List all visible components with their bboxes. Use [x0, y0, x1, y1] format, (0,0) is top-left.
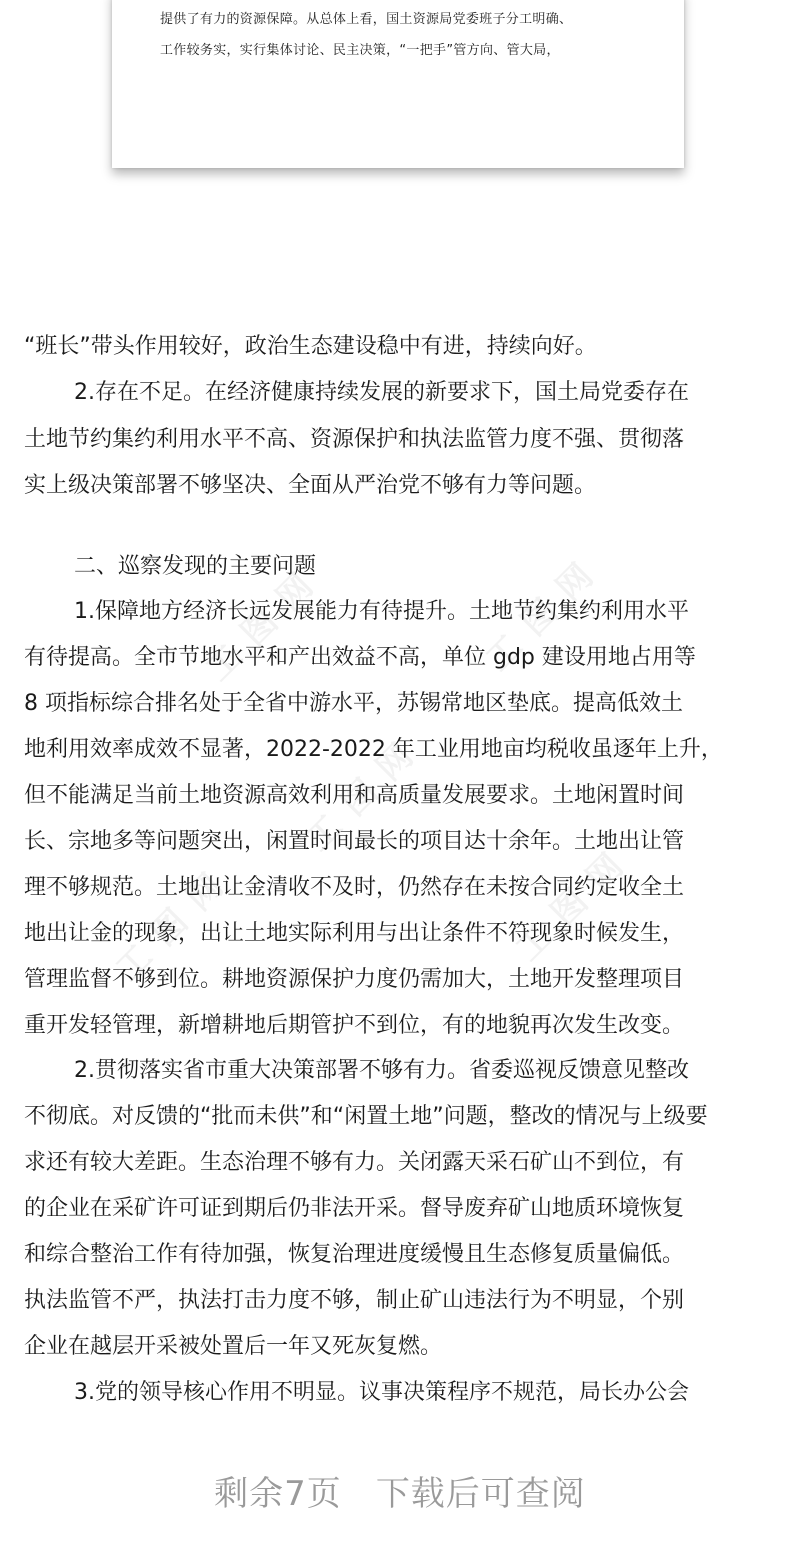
paragraph-line: 地利用效率成效不显著，2022-2022 年工业用地亩均税收虽逐年上升， — [24, 737, 723, 762]
paragraph-line: 2.贯彻落实省市重大决策部署不够有力。省委巡视反馈意见整改 — [74, 1058, 689, 1083]
remaining-pages-label: 剩余7页 — [214, 1474, 342, 1514]
paragraph-line: 3.党的领导核心作用不明显。议事决策程序不规范，局长办公会 — [74, 1380, 689, 1405]
paragraph-line: 求还有较大差距。生态治理不够有力。关闭露天采石矿山不到位，有 — [24, 1150, 685, 1175]
watermark: 工 图 网 — [478, 554, 603, 680]
paragraph-line: 理不够规范。土地出让金清收不及时，仍然存在未按合同约定收全土 — [24, 875, 685, 900]
watermark: 工 图 网 — [298, 734, 423, 860]
page-preview-card — [112, 0, 684, 168]
paragraph-line: 和综合整治工作有待加强，恢复治理进度缓慢且生态修复质量偏低。 — [24, 1242, 685, 1267]
paragraph-line: 企业在越层开采被处置后一年又死灰复燃。 — [24, 1334, 443, 1359]
watermark: 工 图 网 — [508, 844, 633, 970]
paragraph-line: 地出让金的现象，出让土地实际利用与出让条件不符现象时候发生， — [24, 921, 685, 946]
download-prompt[interactable] — [0, 1466, 800, 1515]
paragraph-line: 但不能满足当前土地资源高效利用和高质量发展要求。土地闲置时间 — [24, 783, 685, 808]
paragraph-line: 8 项指标综合排名处于全省中游水平，苏锡常地区垫底。提高低效土 — [24, 691, 683, 716]
paragraph-line: 管理监督不够到位。耕地资源保护力度仍需加大，土地开发整理项目 — [24, 967, 685, 992]
paragraph-line: 1.保障地方经济长远发展能力有待提升。土地节约集约利用水平 — [74, 599, 689, 624]
preview-line-1: 提供了有力的资源保障。从总体上看，国土资源局党委班子分工明确、 — [160, 12, 573, 27]
section-heading: 二、巡察发现的主要问题 — [74, 554, 317, 579]
paragraph-line: 执法监管不严，执法打击力度不够，制止矿山违法行为不明显，个别 — [24, 1288, 685, 1313]
preview-line-2: 工作较务实，实行集体讨论、民主决策，“一把手”管方向、管大局， — [160, 43, 560, 58]
paragraph-line: 长、宗地多等问题突出，闲置时间最长的项目达十余年。土地出让管 — [24, 829, 685, 854]
paragraph-line: 有待提高。全市节地水平和产出效益不高，单位 gdp 建设用地占用等 — [24, 645, 696, 670]
paragraph-line: 不彻底。对反馈的“批而未供”和“闲置土地”问题，整改的情况与上级要 — [24, 1104, 708, 1129]
watermark: 工 图 网 — [108, 864, 233, 990]
paragraph-line: “班长”带头作用较好，政治生态建设稳中有进，持续向好。 — [24, 334, 597, 359]
paragraph-line: 的企业在采矿许可证到期后仍非法开采。督导废弃矿山地质环境恢复 — [24, 1196, 685, 1221]
paragraph-line: 2.存在不足。在经济健康持续发展的新要求下，国土局党委存在 — [74, 380, 689, 405]
download-to-view-label: 下载后可查阅 — [375, 1474, 586, 1514]
paragraph-line: 土地节约集约利用水平不高、资源保护和执法监管力度不强、贯彻落 — [24, 427, 685, 452]
paragraph-line: 重开发轻管理，新增耕地后期管护不到位，有的地貌再次发生改变。 — [24, 1013, 685, 1038]
watermark: 工 图 网 — [198, 564, 323, 690]
paragraph-line: 实上级决策部署不够坚决、全面从严治党不够有力等问题。 — [24, 473, 597, 498]
